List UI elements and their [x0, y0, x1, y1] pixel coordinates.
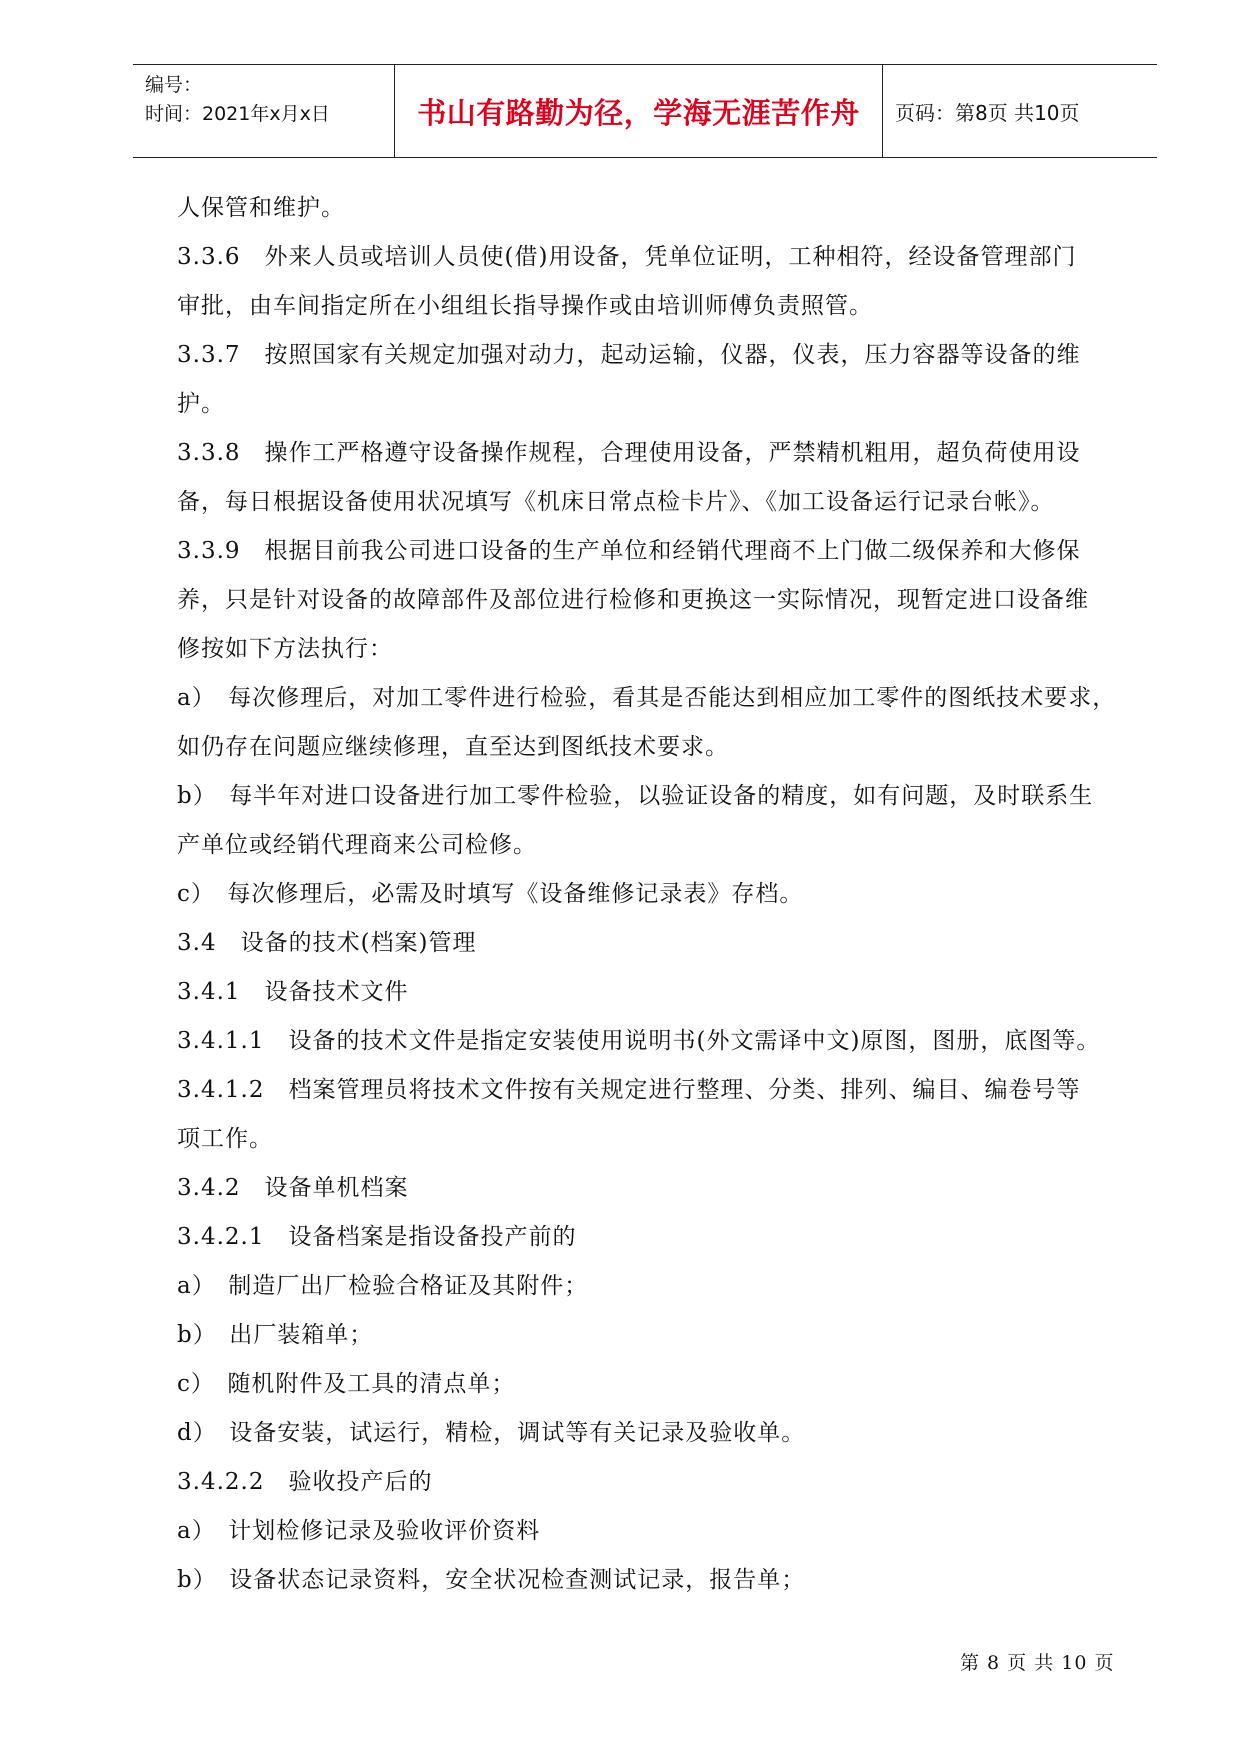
body-line: d） 设备安装，试运行，精检，调试等有关记录及验收单。 — [177, 1420, 806, 1446]
page-header — [133, 64, 1157, 158]
page-footer-number: 第 8 页 共 10 页 — [960, 1652, 1115, 1674]
body-line: 备，每日根据设备使用状况填写《机床日常点检卡片》、《加工设备运行记录台帐》。 — [177, 489, 1055, 515]
body-line: 3.4.2 设备单机档案 — [177, 1175, 409, 1201]
body-line: 3.4.2.2 验收投产后的 — [177, 1469, 433, 1495]
body-line: 人保管和维护。 — [177, 195, 345, 221]
body-line: 3.3.6 外来人员或培训人员使(借)用设备，凭单位证明，工种相符，经设备管理部门 — [177, 244, 1077, 270]
document-body — [177, 184, 1117, 1605]
body-line: a） 每次修理后，对加工零件进行检验，看其是否能达到相应加工零件的图纸技术要求， — [177, 685, 1117, 711]
body-line: 3.3.8 操作工严格遵守设备操作规程，合理使用设备，严禁精机粗用，超负荷使用设 — [177, 440, 1081, 466]
body-line: 修按如下方法执行： — [177, 636, 393, 662]
body-line: a） 计划检修记录及验收评价资料 — [177, 1518, 541, 1544]
header-page-info: 页码：第8页 共10页 — [895, 100, 1080, 125]
body-line: 3.4.1 设备技术文件 — [177, 979, 409, 1005]
body-line: 护。 — [177, 391, 225, 417]
document-number-label: 编号： — [145, 74, 203, 96]
body-line: 如仍存在问题应继续修理，直至达到图纸技术要求。 — [177, 734, 729, 760]
body-line: 3.4.1.2 档案管理员将技术文件按有关规定进行整理、分类、排列、编目、编卷号等 — [177, 1077, 1081, 1103]
body-line: a） 制造厂出厂检验合格证及其附件； — [177, 1273, 589, 1299]
body-line: 3.3.7 按照国家有关规定加强对动力，起动运输，仪器，仪表，压力容器等设备的维 — [177, 342, 1081, 368]
body-line: 3.4 设备的技术(档案)管理 — [177, 930, 477, 956]
body-line: 3.3.9 根据目前我公司进口设备的生产单位和经销代理商不上门做二级保养和大修保 — [177, 538, 1081, 564]
header-meta-cell — [133, 65, 395, 157]
header-motto: 书山有路勤为径，学海无涯苦作舟 — [395, 65, 883, 157]
body-line: 3.4.1.1 设备的技术文件是指定安装使用说明书(外文需译中文)原图，图册，底图等。 — [177, 1028, 1101, 1054]
body-line: 审批，由车间指定所在小组组长指导操作或由培训师傅负责照管。 — [177, 293, 873, 319]
document-time-label: 时间：2021年x月x日 — [145, 103, 330, 125]
body-line: 产单位或经销代理商来公司检修。 — [177, 832, 537, 858]
body-line: c） 每次修理后，必需及时填写《设备维修记录表》存档。 — [177, 881, 804, 907]
body-line: b） 设备状态记录资料，安全状况检查测试记录，报告单； — [177, 1567, 806, 1593]
body-line: 养，只是针对设备的故障部件及部位进行检修和更换这一实际情况，现暂定进口设备维 — [177, 587, 1089, 613]
body-line: b） 每半年对进口设备进行加工零件检验，以验证设备的精度，如有问题，及时联系生 — [177, 783, 1094, 809]
body-line: b） 出厂装箱单； — [177, 1322, 374, 1348]
body-line: 3.4.2.1 设备档案是指设备投产前的 — [177, 1224, 577, 1250]
body-line: c） 随机附件及工具的清点单； — [177, 1371, 516, 1397]
body-line: 项工作。 — [177, 1126, 273, 1152]
